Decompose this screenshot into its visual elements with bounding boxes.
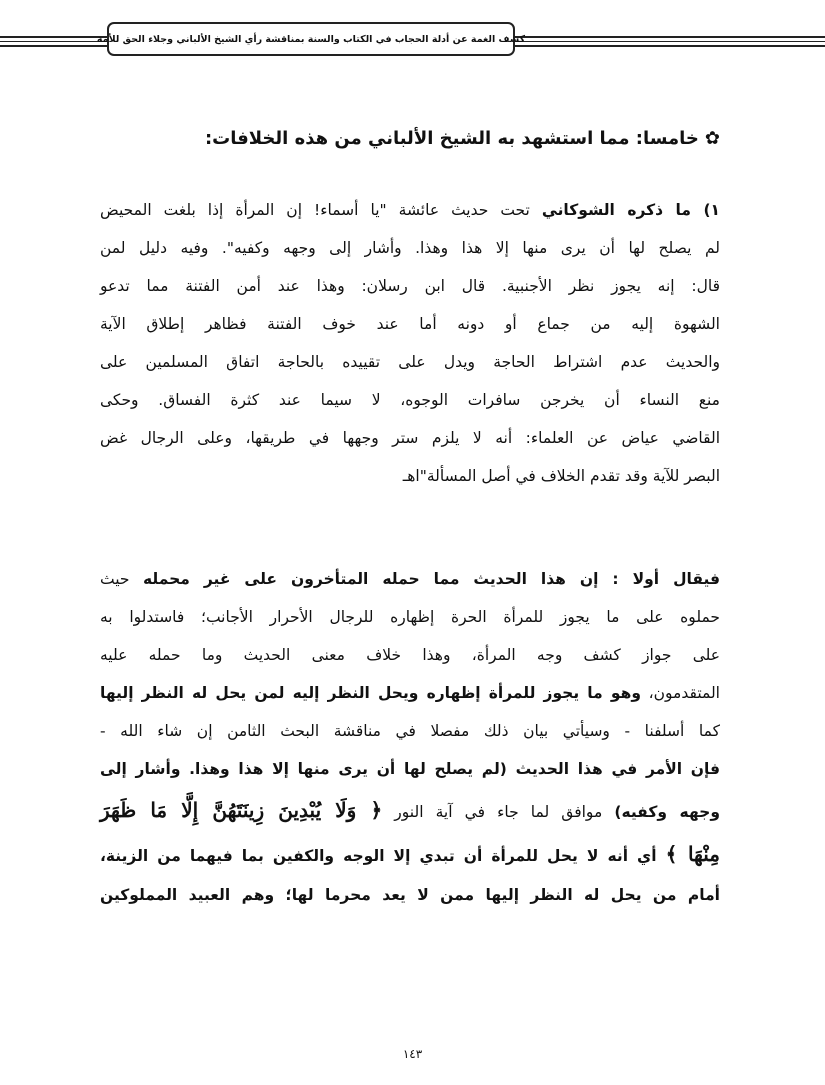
text-bold: وهو ما يجوز للمرأة إظهاره ويحل النظر إليه لمن يحل له النظر إليها	[100, 684, 641, 702]
text-line: كما أسلفنا - وسيأتي بيان ذلك مفصلا في مناقشة البحث الثامن إن شاء الله -	[100, 722, 720, 740]
running-title: كشف الغمة عن أدلة الحجاب في الكتاب والسنة بمناقشة رأي الشيخ الألباني وجلاء الحق للأمة	[107, 22, 515, 56]
paragraph-response	[100, 560, 720, 914]
section-title: خامسا: مما استشهد به الشيخ الألباني من هذه الخلافات:	[204, 128, 699, 149]
text-line: الشهوة إليه من جماع أو دونه أما عند خوف الفتنة فظاهر إطلاق الآية	[100, 315, 720, 333]
text-line: منع النساء أن يخرجن سافرات الوجوه، لا سيما عند كثرة الفساق. وحكى	[100, 391, 720, 409]
text-line	[100, 832, 720, 876]
section-heading	[100, 128, 720, 149]
text-line: على جواز كشف وجه المرأة، وهذا خلاف معنى الحديث وما حمله عليه	[100, 646, 720, 664]
text-line: قال: إنه يجوز نظر الأجنبية. قال ابن رسلان: وهذا عند أمن الفتنة مما تدعو	[100, 277, 720, 295]
text-bold: ١) ما ذكره الشوكاني	[541, 201, 720, 219]
text-line: والحديث عدم اشتراط الحاجة ويدل على تقييده بالحاجة اتفاق المسلمين على	[100, 353, 720, 371]
text-run: المتقدمون،	[640, 684, 720, 702]
text-line: أمام من يحل له النظر إليها ممن لا يعد محرما لها؛ وهم العبيد المملوكين	[100, 886, 720, 904]
quran-verse: ﴿ وَلَا يُبْدِينَ زِينَتَهُنَّ إِلَّا مَا ظَهَرَ	[100, 798, 383, 822]
text-line	[100, 191, 720, 229]
text-line: حملوه على ما يجوز للمرأة الحرة إظهاره للرجال الأحرار الأجانب؛ فاستدلوا به	[100, 608, 720, 626]
page-number: ١٤٣	[402, 1047, 423, 1061]
text-run: حيث	[100, 570, 143, 588]
text-line	[100, 788, 720, 832]
text-line	[100, 674, 720, 712]
text-line: فإن الأمر في هذا الحديث (لم يصلح لها أن يرى منها إلا هذا وهذا. وأشار إلى	[100, 760, 720, 778]
text-line: البصر للآية وقد تقدم الخلاف في أصل المسألة"اهـ	[402, 467, 720, 485]
quran-verse: مِنْهَا ﴾	[665, 842, 721, 866]
text-run: موافق لما جاء في آية النور	[382, 803, 615, 821]
text-bold: فيقال أولا : إن هذا الحديث مما حمله المتأخرون على غير محمله	[143, 570, 720, 588]
text-line: لم يصلح لها أن يرى منها إلا هذا وهذا. وأشار إلى وجهه وكفيه". وفيه دليل لمن	[100, 239, 720, 257]
text-line	[100, 560, 720, 598]
paragraph-shawkani-quote	[100, 191, 720, 495]
flower-ornament-icon: ✿	[704, 128, 720, 149]
text-line: القاضي عياض عن العلماء: أنه لا يلزم ستر وجهها في طريقها، وعلى الرجال غض	[100, 429, 720, 447]
text-bold: أي أنه لا يحل للمرأة أن تبدي إلا الوجه والكفين بما فيهما من الزينة،	[100, 847, 666, 865]
running-header	[0, 22, 825, 62]
text-bold: وجهه وكفيه)	[614, 803, 720, 821]
text-run: تحت حديث عائشة "يا أسماء! إن المرأة إذا بلغت المحيض	[100, 201, 542, 219]
